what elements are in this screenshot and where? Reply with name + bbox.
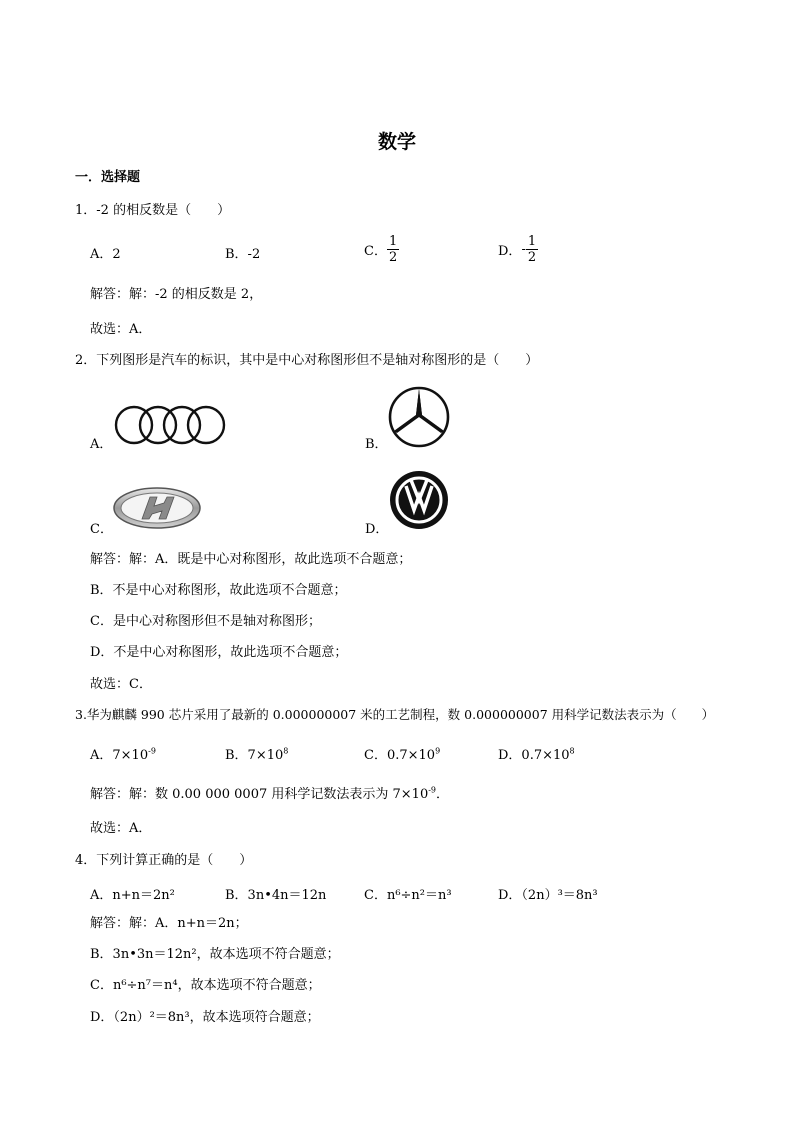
q3-answer-base: 解答：解：数 0.00 000 0007 用科学记数法表示为 7×10 bbox=[90, 787, 429, 802]
q3-stem: 3.华为麒麟 990 芯片采用了最新的 0.000000007 米的工艺制程，数 0.000000007 用科学记数法表示为（ ） bbox=[75, 707, 715, 722]
q4-option-b: B．3n•4n＝12n bbox=[225, 888, 327, 903]
q1-stem: 1．-2 的相反数是（ ） bbox=[75, 203, 231, 218]
q3-choice: 故选：A． bbox=[90, 821, 152, 836]
mercedes-star-logo bbox=[388, 386, 450, 448]
q4-answer-4: D．（2n）²＝8n³，故本选项符合题意； bbox=[90, 1010, 320, 1025]
q3-option-d-base: D．0.7×10 bbox=[498, 748, 570, 763]
q3-option-b-exp: 8 bbox=[283, 746, 289, 756]
q3-option-a-base: A．7×10 bbox=[90, 748, 149, 763]
q1-option-d bbox=[498, 234, 538, 265]
q3-option-c-base: C．0.7×10 bbox=[364, 748, 436, 763]
q3-option-d bbox=[498, 744, 575, 763]
q3-option-b bbox=[225, 744, 288, 763]
volkswagen-logo bbox=[389, 470, 449, 530]
q4-option-a: A．n+n＝2n² bbox=[90, 888, 175, 903]
q3-option-d-exp: 8 bbox=[569, 746, 575, 756]
q1-option-b: B．-2 bbox=[225, 247, 261, 262]
q3-option-a bbox=[90, 744, 156, 763]
q2-option-a-label: A． bbox=[90, 437, 113, 452]
audi-rings-logo bbox=[113, 403, 229, 447]
q3-answer-end: ． bbox=[436, 787, 450, 802]
q2-answer-4: D．不是中心对称图形，故此选项不合题意； bbox=[90, 645, 348, 660]
q4-option-c: C．n⁶÷n²＝n³ bbox=[364, 888, 452, 903]
fraction-numerator: 1 bbox=[527, 234, 537, 249]
q2-option-d-label: D． bbox=[365, 522, 389, 537]
q4-answer-3: C．n⁶÷n⁷＝n⁴，故本选项不符合题意； bbox=[90, 978, 321, 993]
section-heading: 一．选择题 bbox=[75, 170, 141, 185]
q2-answer-1: 解答：解：A．既是中心对称图形，故此选项不合题意； bbox=[90, 552, 412, 567]
q3-option-c-exp: 9 bbox=[435, 746, 441, 756]
fraction-denominator: 2 bbox=[388, 250, 398, 265]
q1-option-d-fraction bbox=[526, 234, 538, 265]
q3-option-c bbox=[364, 744, 440, 763]
q4-stem: 4．下列计算正确的是（ ） bbox=[75, 853, 253, 868]
q1-choice: 故选：A． bbox=[90, 322, 152, 337]
q3-answer-exp: -9 bbox=[428, 785, 437, 795]
q4-option-d: D．（2n）³＝8n³ bbox=[498, 888, 598, 903]
page-title: 数学 bbox=[377, 131, 416, 153]
q1-option-d-sign: - bbox=[521, 242, 526, 257]
q3-option-b-base: B．7×10 bbox=[225, 748, 284, 763]
q3-option-a-exp: -9 bbox=[148, 746, 156, 756]
q3-answer bbox=[90, 787, 449, 803]
q2-choice: 故选：C． bbox=[90, 677, 152, 692]
q1-option-c-fraction bbox=[387, 234, 399, 265]
fraction-denominator: 2 bbox=[527, 250, 537, 265]
q1-option-a: A．2 bbox=[90, 247, 121, 262]
q2-answer-3: C．是中心对称图形但不是轴对称图形； bbox=[90, 614, 321, 629]
q4-answer-2: B．3n•3n＝12n²，故本选项不符合题意； bbox=[90, 947, 340, 962]
q1-answer: 解答：解：-2 的相反数是 2， bbox=[90, 287, 263, 302]
q1-option-d-prefix: D． bbox=[498, 244, 522, 259]
hyundai-logo bbox=[112, 486, 202, 530]
fraction-numerator: 1 bbox=[388, 234, 398, 249]
q2-option-c-label: C． bbox=[90, 522, 113, 537]
q1-option-c-prefix: C． bbox=[364, 244, 387, 259]
q2-stem: 2．下列图形是汽车的标识，其中是中心对称图形但不是轴对称图形的是（ ） bbox=[75, 353, 539, 368]
q4-answer-1: 解答：解：A．n+n＝2n； bbox=[90, 916, 248, 931]
q2-option-b-label: B． bbox=[365, 437, 388, 452]
q2-answer-2: B．不是中心对称图形，故此选项不合题意； bbox=[90, 583, 347, 598]
q1-option-c bbox=[364, 234, 399, 265]
